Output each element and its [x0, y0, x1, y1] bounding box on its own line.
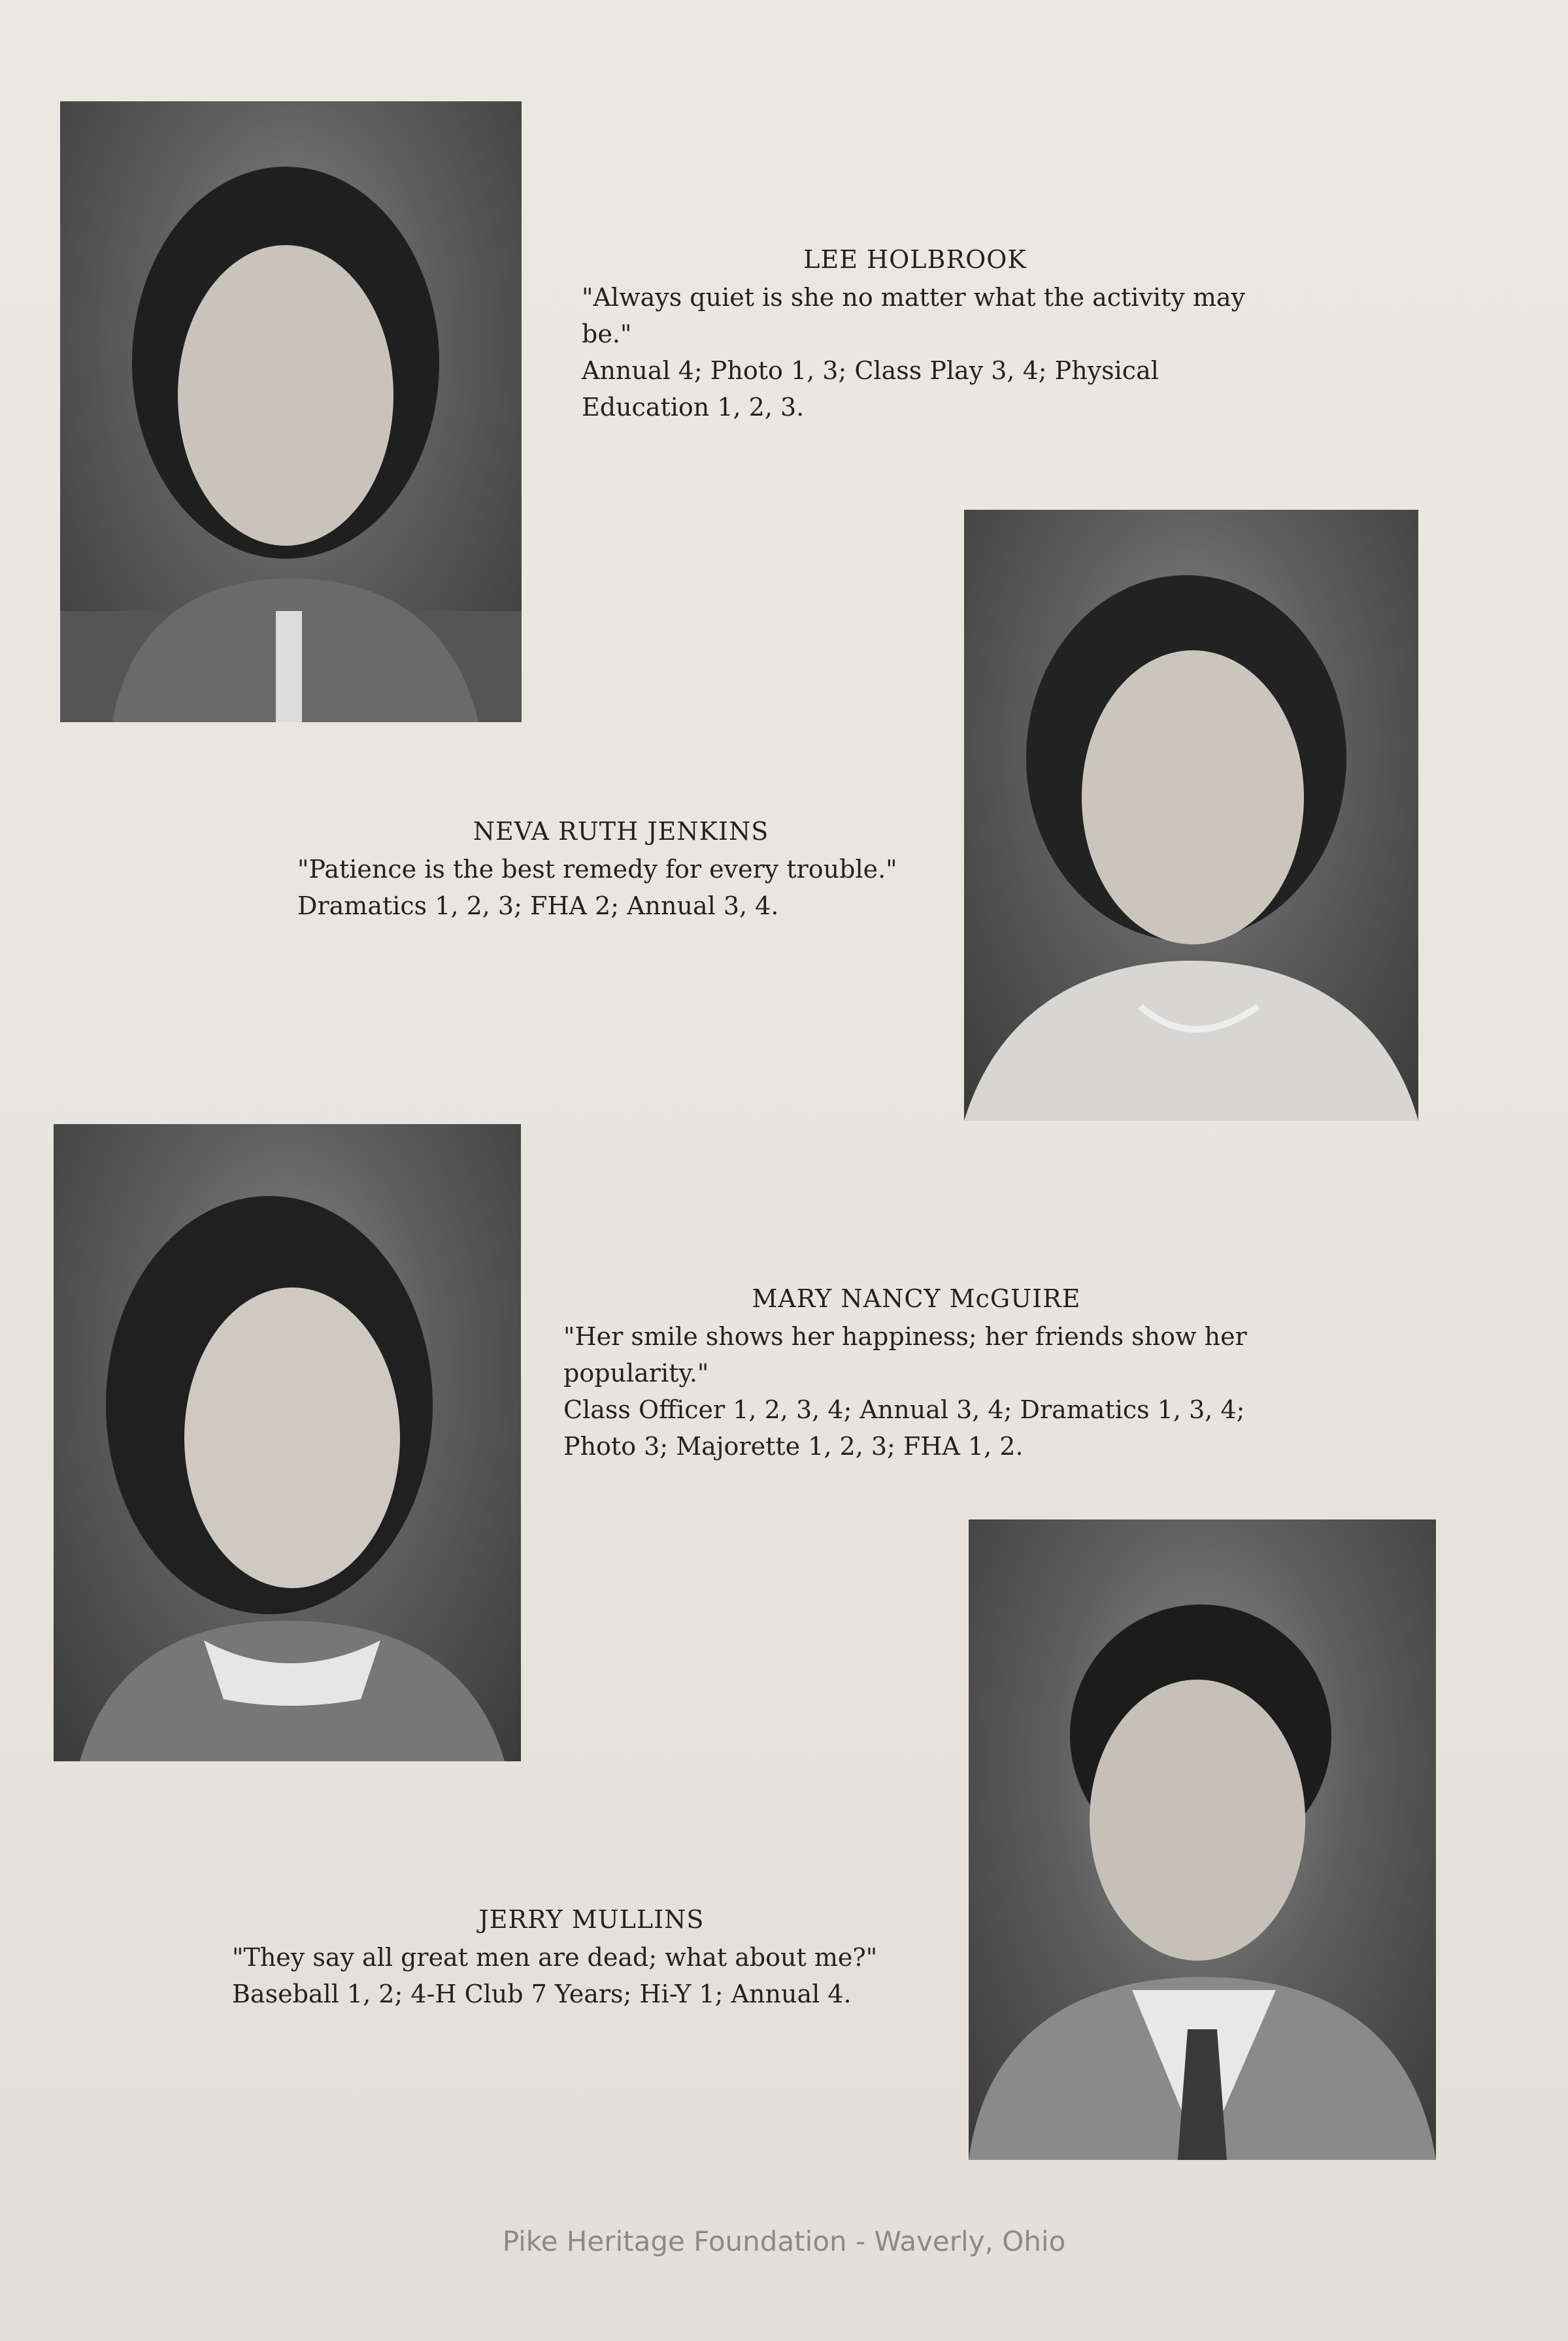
student-quote: "Patience is the best remedy for every trouble."	[297, 855, 897, 884]
portrait-photo-jerry-mullins	[969, 1519, 1436, 2160]
entry-jerry-mullins	[232, 1905, 951, 2012]
portrait-photo-mary-nancy-mcguire	[54, 1124, 521, 1761]
student-name: JERRY MULLINS	[478, 1905, 705, 1934]
student-activities: Baseball 1, 2; 4-H Club 7 Years; Hi-Y 1; Annual 4.	[232, 1980, 852, 2008]
entry-neva-ruth-jenkins	[297, 817, 944, 924]
footer-watermark: Pike Heritage Foundation - Waverly, Ohio	[502, 2225, 1066, 2257]
student-activities: Annual 4; Photo 1, 3; Class Play 3, 4; Physical Education 1, 2, 3.	[582, 356, 1159, 422]
student-activities: Dramatics 1, 2, 3; FHA 2; Annual 3, 4.	[297, 891, 779, 920]
student-activities: Class Officer 1, 2, 3, 4; Annual 3, 4; Dramatics 1, 3, 4; Photo 3; Majorette 1, 2, 3; FHA 1, 2.	[563, 1395, 1245, 1461]
student-name: MARY NANCY McGUIRE	[752, 1284, 1081, 1313]
entry-mary-nancy-mcguire	[563, 1284, 1269, 1465]
entry-lee-holbrook	[582, 245, 1248, 425]
portrait-photo-neva-ruth-jenkins	[964, 510, 1418, 1121]
portrait-photo-lee-holbrook	[60, 101, 522, 722]
student-quote: "Her smile shows her happiness; her friends show her popularity."	[563, 1322, 1247, 1387]
student-quote: "They say all great men are dead; what about me?"	[232, 1943, 878, 1972]
student-name: NEVA RUTH JENKINS	[473, 817, 769, 846]
student-quote: "Always quiet is she no matter what the activity may be."	[582, 283, 1246, 348]
student-name: LEE HOLBROOK	[803, 245, 1027, 274]
